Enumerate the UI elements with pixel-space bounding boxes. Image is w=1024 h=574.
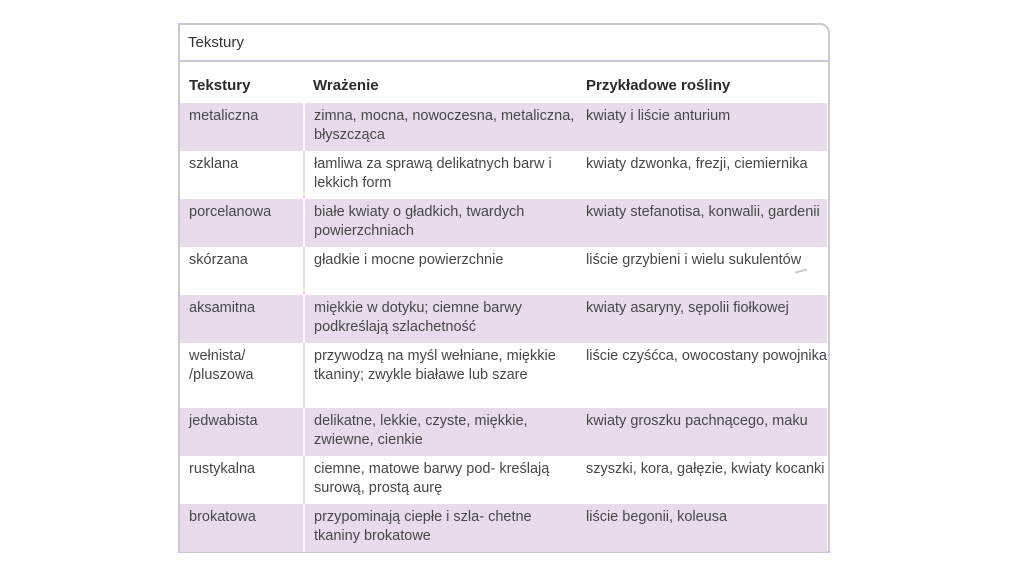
cell-texture: szklana (180, 151, 304, 199)
cell-texture: rustykalna (180, 456, 304, 504)
cell-texture: aksamitna (180, 295, 304, 343)
box-title: Tekstury (180, 25, 828, 62)
table-row (180, 247, 827, 295)
cell-texture: brokatowa (180, 504, 304, 552)
table-row (180, 103, 827, 151)
cell-plants: kwiaty i liście anturium (577, 103, 827, 151)
table-row (180, 151, 827, 199)
table-row (180, 295, 827, 343)
textures-table (180, 62, 828, 552)
cell-texture: metaliczna (180, 103, 304, 151)
cell-impression: ciemne, matowe barwy pod- kreślają surową, prostą aurę (304, 456, 577, 504)
cell-impression: przypominają ciepłe i szla- chetne tkaniny brokatowe (304, 504, 577, 552)
table-row (180, 343, 827, 408)
cell-impression: gładkie i mocne powierzchnie (304, 247, 577, 295)
table-row (180, 456, 827, 504)
cell-plants: liście begonii, koleusa (577, 504, 827, 552)
cell-impression: przywodzą na myśl wełniane, miękkie tkaniny; zwykle białawe lub szare (304, 343, 577, 408)
table-row (180, 199, 827, 247)
cell-plants: kwiaty stefanotisa, konwalii, gardenii (577, 199, 827, 247)
cell-texture: wełnista/ /pluszowa (180, 343, 304, 408)
cell-impression: białe kwiaty o gładkich, twardych powierzchniach (304, 199, 577, 247)
cell-texture: skórzana (180, 247, 304, 295)
table-row (180, 408, 827, 456)
cell-plants: liście czyśćca, owocostany powojnika (577, 343, 827, 408)
cell-impression: łamliwa za sprawą delikatnych barw i lekkich form (304, 151, 577, 199)
cell-impression: delikatne, lekkie, czyste, miękkie, zwiewne, cienkie (304, 408, 577, 456)
cell-impression: miękkie w dotyku; ciemne barwy podkreślają szlachetność (304, 295, 577, 343)
cell-impression: zimna, mocna, nowoczesna, metaliczna, błyszcząca (304, 103, 577, 151)
textures-table-box (178, 23, 830, 553)
cell-plants: kwiaty groszku pachnącego, maku (577, 408, 827, 456)
header-row (180, 62, 827, 103)
cell-plants: kwiaty dzwonka, frezji, ciemiernika (577, 151, 827, 199)
cell-plants: liście grzybieni i wielu sukulentów (577, 247, 827, 295)
cell-texture: porcelanowa (180, 199, 304, 247)
header-texture: Tekstury (189, 77, 251, 94)
header-plants: Przykładowe rośliny (586, 77, 731, 94)
cell-plants: kwiaty asaryny, sępolii fiołkowej (577, 295, 827, 343)
cell-plants: szyszki, kora, gałęzie, kwiaty kocanki (577, 456, 827, 504)
header-impression: Wrażenie (313, 77, 379, 94)
cell-texture: jedwabista (180, 408, 304, 456)
table-row (180, 504, 827, 552)
